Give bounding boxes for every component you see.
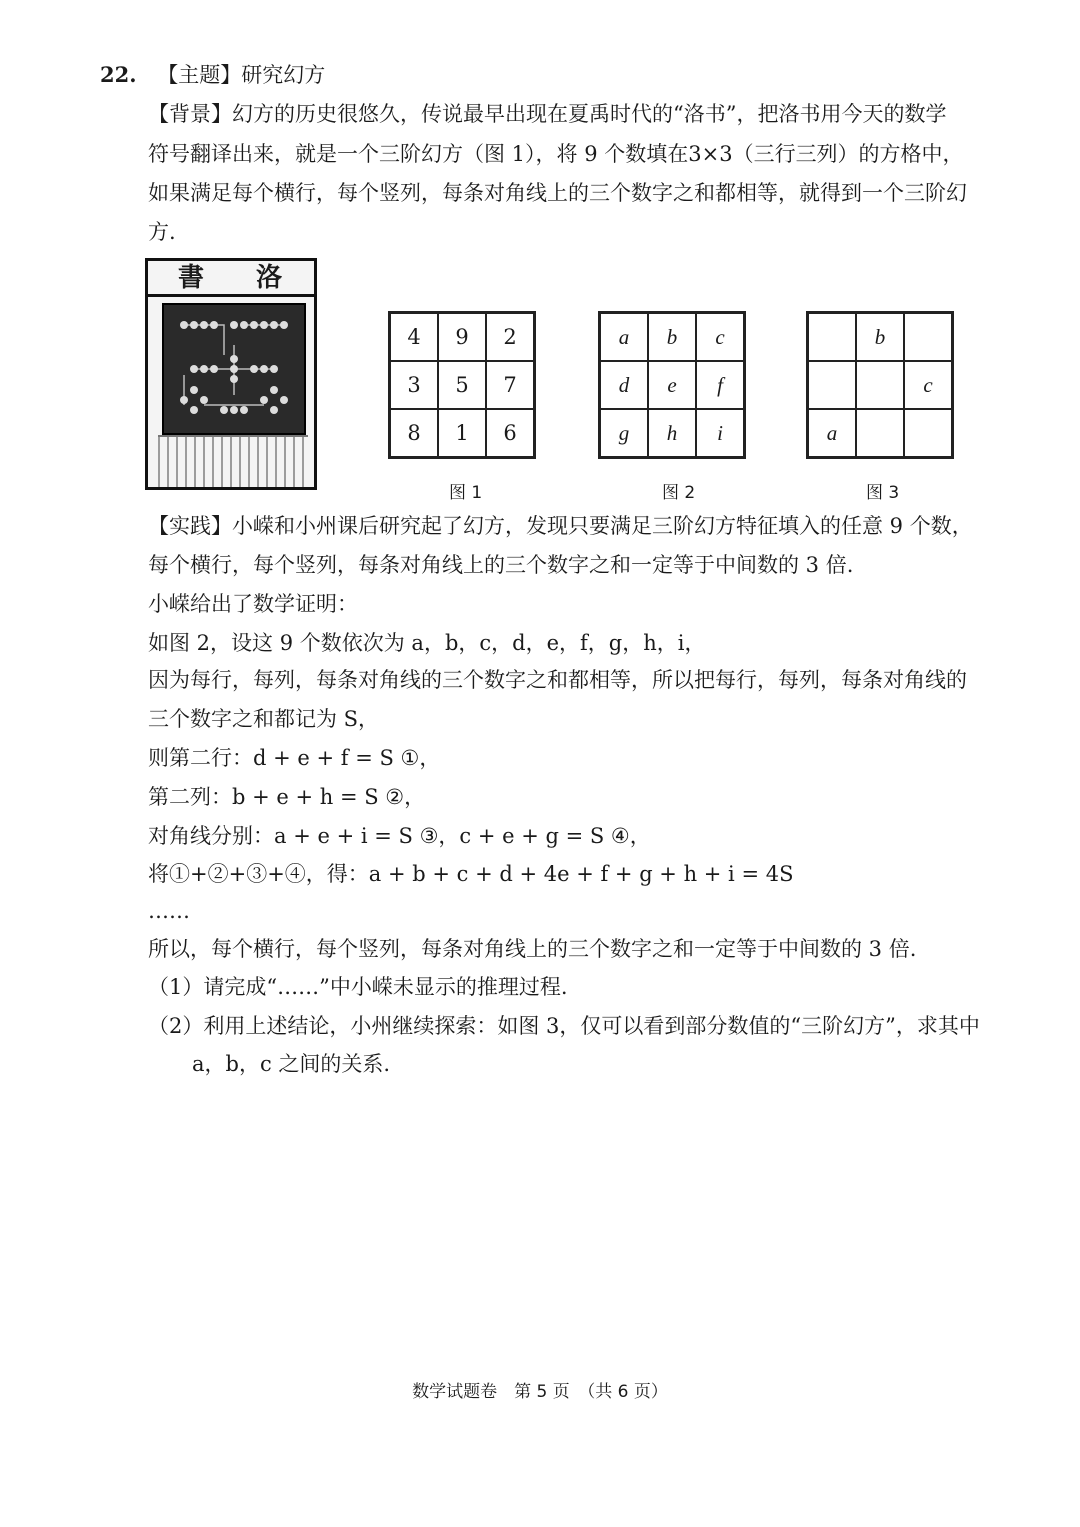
- grid-cell: [808, 361, 856, 409]
- sub-question-1: （1）请完成“……”中小嵘未显示的推理过程.: [148, 975, 568, 999]
- question-topic: 【主题】研究幻方: [157, 63, 326, 87]
- grid-cell: 5: [438, 361, 486, 409]
- sub-question-2-continued: a，b，c 之间的关系.: [192, 1052, 391, 1076]
- practice-line: 三个数字之和都记为 S，: [148, 707, 380, 731]
- grid-cell: d: [600, 361, 648, 409]
- grid-cell: b: [856, 313, 904, 361]
- page-footer: 数学试题卷 第 5 页 （共 6 页）: [412, 1382, 668, 1402]
- grid-cell: 4: [390, 313, 438, 361]
- practice-line: 因为每行，每列，每条对角线的三个数字之和都相等，所以把每行，每列，每条对角线的: [148, 668, 967, 692]
- grid-cell: [904, 409, 952, 457]
- luoshu-title-left: 書: [178, 263, 205, 293]
- grid-cell: a: [600, 313, 648, 361]
- grid-cell: i: [696, 409, 744, 457]
- sub-question-2: （2）利用上述结论，小州继续探索：如图 3，仅可以看到部分数值的“三阶幻方”，求其中: [148, 1014, 980, 1038]
- practice-line: 所以，每个横行，每个竖列，每条对角线上的三个数字之和一定等于中间数的 3 倍.: [148, 937, 917, 961]
- background-line: 【背景】幻方的历史很悠久，传说最早出现在夏禹时代的“洛书”，把洛书用今天的数学: [148, 102, 947, 126]
- magic-square-figure-1: [388, 311, 536, 459]
- luoshu-board: [162, 303, 306, 435]
- grid-cell: [856, 361, 904, 409]
- grid-cell: h: [648, 409, 696, 457]
- practice-line: 【实践】小嵘和小州课后研究起了幻方，发现只要满足三阶幻方特征填入的任意 9 个数，: [148, 514, 973, 538]
- luoshu-title: [148, 261, 314, 297]
- ellipsis-line: ……: [148, 899, 190, 923]
- practice-line: 小嵘给出了数学证明：: [148, 592, 358, 616]
- equation-line: 对角线分别：a + e + i = S ③，c + e + g = S ④，: [148, 824, 651, 848]
- equation-line: 将①+②+③+④，得：a + b + c + d + 4e + f + g + h + i = 4S: [148, 862, 794, 886]
- equation-line: 则第二行：d + e + f = S ①，: [148, 746, 441, 770]
- grid-cell: [856, 409, 904, 457]
- figure-2-caption: 图 2: [662, 483, 696, 503]
- magic-square-figure-3: [806, 311, 954, 459]
- grid-cell: 8: [390, 409, 438, 457]
- luoshu-title-right: 洛: [256, 263, 283, 293]
- practice-line: 每个横行，每个竖列，每条对角线上的三个数字之和一定等于中间数的 3 倍.: [148, 553, 854, 577]
- grid-cell: 3: [390, 361, 438, 409]
- question-number: 22.: [100, 62, 137, 87]
- grid-cell: 1: [438, 409, 486, 457]
- grid-cell: [904, 313, 952, 361]
- grid-cell: g: [600, 409, 648, 457]
- grid-cell: c: [696, 313, 744, 361]
- figure-3-caption: 图 3: [866, 483, 900, 503]
- practice-line: 如图 2，设这 9 个数依次为 a，b，c，d，e，f，g，h，i，: [148, 631, 706, 655]
- equation-line: 第二列：b + e + h = S ②，: [148, 785, 426, 809]
- figure-1-caption: 图 1: [449, 483, 483, 503]
- luoshu-picture: [145, 258, 317, 490]
- grid-cell: c: [904, 361, 952, 409]
- grid-cell: 6: [486, 409, 534, 457]
- grid-cell: f: [696, 361, 744, 409]
- magic-square-figure-2: [598, 311, 746, 459]
- question-header: [100, 60, 325, 90]
- grid-cell: 2: [486, 313, 534, 361]
- background-line: 符号翻译出来，就是一个三阶幻方（图 1），将 9 个数填在3×3（三行三列）的方格中，: [148, 142, 964, 166]
- grid-cell: [808, 313, 856, 361]
- grid-cell: 9: [438, 313, 486, 361]
- grid-cell: b: [648, 313, 696, 361]
- luoshu-text-block: [158, 435, 308, 487]
- background-line: 如果满足每个横行，每个竖列，每条对角线上的三个数字之和都相等，就得到一个三阶幻: [148, 181, 967, 205]
- grid-cell: 7: [486, 361, 534, 409]
- background-line: 方.: [148, 220, 176, 244]
- grid-cell: e: [648, 361, 696, 409]
- luoshu-dots-graphic: [164, 305, 304, 433]
- grid-cell: a: [808, 409, 856, 457]
